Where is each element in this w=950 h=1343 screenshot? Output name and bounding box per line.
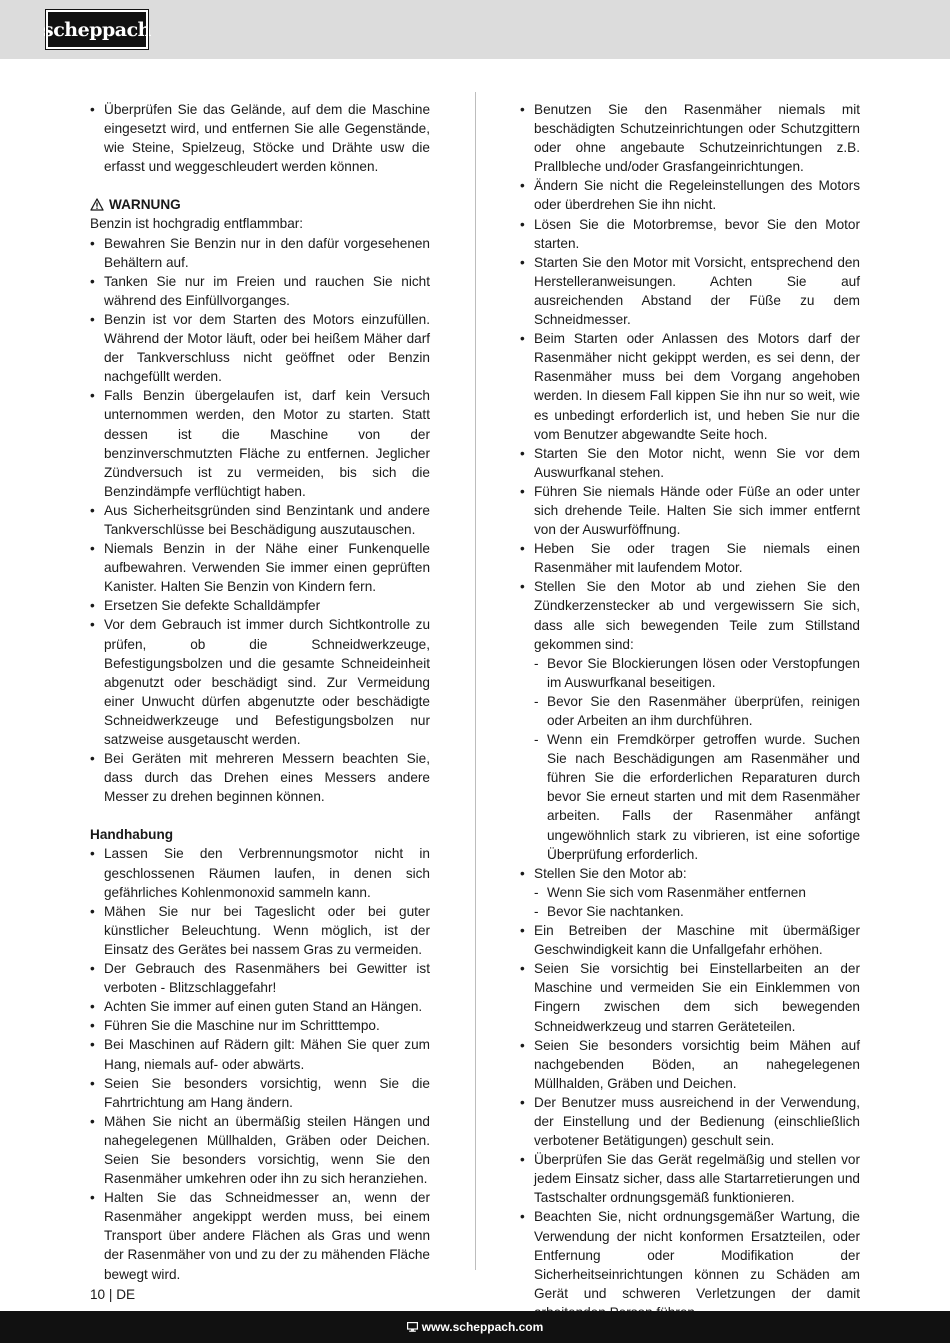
list-item: • Stellen Sie den Motor ab und ziehen Sie den Zündkerzenstecker ab und vergewissern Sie sich, dass alle sich bewegenden Teile zum Stillstand gekommen sind: (520, 577, 860, 653)
list-item: • Heben Sie oder tragen Sie niemals einen Rasenmäher mit laufendem Motor. (520, 539, 860, 577)
list-item: • Halten Sie das Schneidmesser an, wenn der Rasenmäher angekippt werden muss, bei einem Transport über andere Flächen als Gras und wenn der Rasenmäher von und zu der zu mähenden Fläche bewegt wird. (90, 1188, 430, 1283)
list-item: • Beim Starten oder Anlassen des Motors darf der Rasenmäher nicht gekippt werden, es sei denn, der Rasenmäher muss bei dem Vorgang angehoben werden. In diesem Fall kippen Sie ihn nur so weit, wie es unbedingt erforderlich ist, und heben Sie nur die vom Benutzer abgewandte Seite hoch. (520, 329, 860, 444)
page-number: 10 | DE (90, 1287, 136, 1302)
list-item: • Der Gebrauch des Rasenmähers bei Gewitter ist verboten - Blitzschlaggefahr! (90, 959, 430, 997)
list-item: • Ersetzen Sie defekte Schalldämpfer (90, 596, 430, 615)
sub-list-item: - Wenn Sie sich vom Rasenmäher entfernen (520, 883, 860, 902)
list-item: • Achten Sie immer auf einen guten Stand an Hängen. (90, 997, 430, 1016)
list-item: • Seien Sie besonders vorsichtig, wenn Sie die Fahrtrichtung am Hang ändern. (90, 1074, 430, 1112)
brand-logo-text: scheppach (43, 18, 151, 41)
right-column (520, 100, 860, 1322)
list-item: • Starten Sie den Motor mit Vorsicht, entsprechend den Herstelleranweisungen. Achten Sie auf ausreichenden Abstand der Füße zu dem Schneidmesser. (520, 253, 860, 329)
sub-list-item: - Bevor Sie nachtanken. (520, 902, 860, 921)
sub-list-item: - Bevor Sie Blockierungen lösen oder Verstopfungen im Auswurfkanal beseitigen. (520, 654, 860, 692)
list-item: • Tanken Sie nur im Freien und rauchen Sie nicht während des Einfüllvorganges. (90, 272, 430, 310)
list-item: • Aus Sicherheitsgründen sind Benzintank und andere Tankverschlüsse bei Beschädigung auszutauschen. (90, 501, 430, 539)
website-link[interactable]: www.scheppach.com (421, 1320, 544, 1334)
header-bar (0, 0, 950, 59)
warning-triangle-icon (90, 198, 104, 211)
list-item: • Beachten Sie, nicht ordnungsgemäßer Wartung, die Verwendung der nicht konformen Ersatzteilen, oder Entfernung oder Modifikation der Sicherheitseinrichtungen können zu Schäden am Gerät und schweren Verletzungen der damit (520, 1207, 860, 1322)
list-item: • Mähen Sie nicht an übermäßig steilen Hängen und nahegelegenen Müllhalden, Gräben oder Deichen. Seien Sie besonders vorsichtig, wenn Sie den Rasenmäher umkehren oder ihn zu sich heranziehen. (90, 1112, 430, 1188)
warning-heading-text: WARNUNG (109, 197, 181, 213)
list-item: • Seien Sie besonders vorsichtig beim Mähen auf nachgebenden Böden, an nahegelegenen Müllhalden, Gräben und Deichen. (520, 1036, 860, 1093)
list-item: • Überprüfen Sie das Gelände, auf dem die Maschine eingesetzt wird, und entfernen Sie alle Gegenstände, wie Steine, Spielzeug, Stöcke und Drähte usw die erfasst und weggeschleudert werden können. (90, 100, 430, 176)
list-item: • Bei Geräten mit mehreren Messern beachten Sie, dass durch das Drehen eines Messers andere Messer zu drehen beginnen können. (90, 749, 430, 806)
list-item: • Ändern Sie nicht die Regeleinstellungen des Motors oder überdrehen Sie ihn nicht. (520, 176, 860, 214)
list-item: • Führen Sie niemals Hände oder Füße an oder unter sich drehende Teile. Halten Sie sich immer entfernt von der Auswurföffnung. (520, 482, 860, 539)
brand-logo (43, 10, 151, 49)
warning-heading (90, 195, 430, 214)
section-heading-handling: Handhabung (90, 827, 174, 843)
monitor-icon (407, 1322, 418, 1332)
list-item: • Seien Sie vorsichtig bei Einstellarbeiten an der Maschine und vermeiden Sie ein Einklemmen von Fingern zwischen dem sich bewegenden Schneidwerkzeug und starren Geräteteilen. (520, 959, 860, 1035)
list-item: • Lassen Sie den Verbrennungsmotor nicht in geschlossenen Räumen laufen, in denen sich gefährliches Kohlenmonoxid sammeln kann. (90, 844, 430, 901)
list-item: • Lösen Sie die Motorbremse, bevor Sie den Motor starten. (520, 215, 860, 253)
column-divider (475, 92, 476, 1270)
list-item: • Bewahren Sie Benzin nur in den dafür vorgesehenen Behältern auf. (90, 234, 430, 272)
list-item: • Überprüfen Sie das Gerät regelmäßig und stellen vor jedem Einsatz sicher, dass alle Startarretierungen und Tastschalter ordnungsgemäß funktionieren. (520, 1150, 860, 1207)
list-item: • Benutzen Sie den Rasenmäher niemals mit beschädigten Schutzeinrichtungen oder Schutzgittern oder ohne angebaute Schutzeinrichtungen z.B. Prallbleche und/oder Grasfangeinrichtungen. (520, 100, 860, 176)
sub-list-item: - Wenn ein Fremdkörper getroffen wurde. Suchen Sie nach Beschädigungen am Rasenmäher und führen Sie die erforderlichen Reparaturen durch bevor Sie erneut starten und mit dem Rasenmäher arbeiten. Falls der Rasenmäher anfängt ungewöhnlich stark zu vibrieren, ist eine sofortige Überprüfung erforderlich. (520, 730, 860, 864)
list-item: • Vor dem Gebrauch ist immer durch Sichtkontrolle zu prüfen, ob die Schneidwerkzeuge, Befestigungsbolzen und die gesamte Schneideinheit abgenutzt oder beschädigt sind. Zur Vermeidung einer Unwucht dürfen abgenutzte oder beschädigte Schneidwerkzeuge und Befestigungsbolzen nur satzweise ausgetauscht werden. (90, 615, 430, 749)
list-item: • Falls Benzin übergelaufen ist, darf kein Versuch unternommen werden, den Motor zu starten. Statt dessen ist die Maschine von der benzinverschmutzten Fläche zu entfernen. Jeglicher Zündversuch ist zu vermeiden, bis sich die Benzindämpfe verflüchtigt haben. (90, 386, 430, 501)
list-item: • Führen Sie die Maschine nur im Schritttempo. (90, 1016, 430, 1035)
list-item: • Niemals Benzin in der Nähe einer Funkenquelle aufbewahren. Verwenden Sie immer einen geprüften Kanister. Halten Sie Benzin von Kindern fern. (90, 539, 430, 596)
list-item: • Starten Sie den Motor nicht, wenn Sie vor dem Auswurfkanal stehen. (520, 444, 860, 482)
warning-subtitle: Benzin ist hochgradig entflammbar: (90, 216, 304, 232)
list-item: • Ein Betreiben der Maschine mit übermäßiger Geschwindigkeit kann die Unfallgefahr erhöhen. (520, 921, 860, 959)
list-item: • Mähen Sie nur bei Tageslicht oder bei guter künstlicher Beleuchtung. Wenn möglich, ist der Einsatz des Gerätes bei nassem Gras zu vermeiden. (90, 902, 430, 959)
left-column (90, 100, 430, 1284)
list-item: • Stellen Sie den Motor ab: (520, 864, 860, 883)
sub-list-item: - Bevor Sie den Rasenmäher überprüfen, reinigen oder Arbeiten an ihm durchführen. (520, 692, 860, 730)
list-item: • Bei Maschinen auf Rädern gilt: Mähen Sie quer zum Hang, niemals auf- oder abwärts. (90, 1035, 430, 1073)
list-item: • Benzin ist vor dem Starten des Motors einzufüllen. Während der Motor läuft, oder bei heißem Mäher darf der Tankverschluss nicht geöffnet oder Benzin nachgefüllt werden. (90, 310, 430, 386)
footer-bar (0, 1311, 950, 1343)
list-item: • Der Benutzer muss ausreichend in der Verwendung, der Einstellung und der Bedienung (einschließlich verbotener Betätigungen) geschult sein. (520, 1093, 860, 1150)
